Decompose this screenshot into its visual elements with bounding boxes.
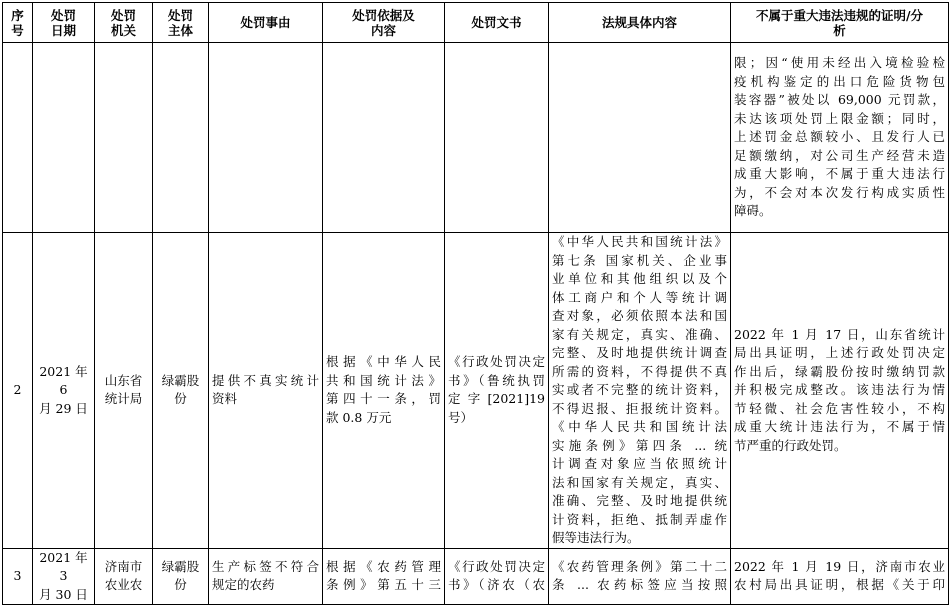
header-row <box>3 3 949 43</box>
cell-reason: 提供不真实统计 资料 <box>209 233 323 549</box>
cell-authority: 济南市 农业农 <box>95 548 153 605</box>
cell-analysis: 限；因“使用未经出入境检验检 疫机构鉴定的出口危险货物包 装容器”被处以 69,000 元罚款， 未达该项处罚上限金额；同时， 上述罚金总额较小、且发行人已 足额缴纳，对公司生产经营未造 成重大影响，不属于重大违法行 为，不会对本次发行构成实质性 障碍。 <box>731 43 949 233</box>
cell-law <box>549 43 731 233</box>
cell-subject: 绿霸股 份 <box>153 233 209 549</box>
cell-document: 《行政处罚决定 书》（鲁统执罚 定 字 [2021]19 号） <box>445 233 549 549</box>
cell-basis <box>323 43 445 233</box>
cell-date: 2021 年 6 月 29 日 <box>33 233 95 549</box>
table-row-2 <box>3 233 949 549</box>
cell-reason: 生产标签不符合 规定的农药 <box>209 548 323 605</box>
header-law: 法规具体内容 <box>549 3 731 43</box>
cell-analysis: 2022 年 1 月 19 日，济南市农业 农村局出具证明，根据《关于印 <box>731 548 949 605</box>
header-date: 处罚 日期 <box>33 3 95 43</box>
cell-subject <box>153 43 209 233</box>
cell-document: 《行政处罚决定 书》（济农（农 <box>445 548 549 605</box>
cell-law: 《农药管理条例》第二十二 条 ... 农药标签应当按照 <box>549 548 731 605</box>
cell-basis: 根据《农药管理 条例》第五十三 <box>323 548 445 605</box>
cell-date: 2021 年 3 月 30 日 <box>33 548 95 605</box>
header-seq: 序 号 <box>3 3 33 43</box>
header-analysis: 不属于重大违法违规的证明/分 析 <box>731 3 949 43</box>
penalty-table <box>2 2 949 605</box>
cell-subject: 绿霸股 份 <box>153 548 209 605</box>
table-row-3 <box>3 548 949 605</box>
cell-seq: 2 <box>3 233 33 549</box>
cell-law: 《中华人民共和国统计法》 第七条 国家机关、企业事 业单位和其他组织以及个 体工商户和个人等统计调 查对象，必须依照本法和国 家有关规定，真实、准确、 完整、及时地提供统计调查 所需的资料，不得提供不真 实或者不完整的统计资料， 不得迟报、拒报统计资料。 《中华人民共和国统计法 实施条例》第四条 ... 统 计调查对象应当依照统计 法和国家有关规定，真实、 准确、完整、及时地提供统 计资料，拒绝、抵制弄虚作 假等违法行为。 <box>549 233 731 549</box>
cell-basis: 根据《中华人民 共和国统计法》 第四十一条，罚 款 0.8 万元 <box>323 233 445 549</box>
header-subject: 处罚 主体 <box>153 3 209 43</box>
cell-date <box>33 43 95 233</box>
header-basis: 处罚依据及 内容 <box>323 3 445 43</box>
cell-authority <box>95 43 153 233</box>
header-reason: 处罚事由 <box>209 3 323 43</box>
cell-document <box>445 43 549 233</box>
cell-analysis: 2022 年 1 月 17 日，山东省统计 局出具证明，上述行政处罚决定 作出后，绿霸股份按时缴纳罚款 并积极完成整改。该违法行为情 节轻微、社会危害性较小，不构 成重大统计违法行为，不属于情 节严重的行政处罚。 <box>731 233 949 549</box>
table-row-1-continued <box>3 43 949 233</box>
cell-authority: 山东省 统计局 <box>95 233 153 549</box>
cell-seq: 3 <box>3 548 33 605</box>
header-authority: 处罚 机关 <box>95 3 153 43</box>
cell-seq <box>3 43 33 233</box>
header-document: 处罚文书 <box>445 3 549 43</box>
cell-reason <box>209 43 323 233</box>
